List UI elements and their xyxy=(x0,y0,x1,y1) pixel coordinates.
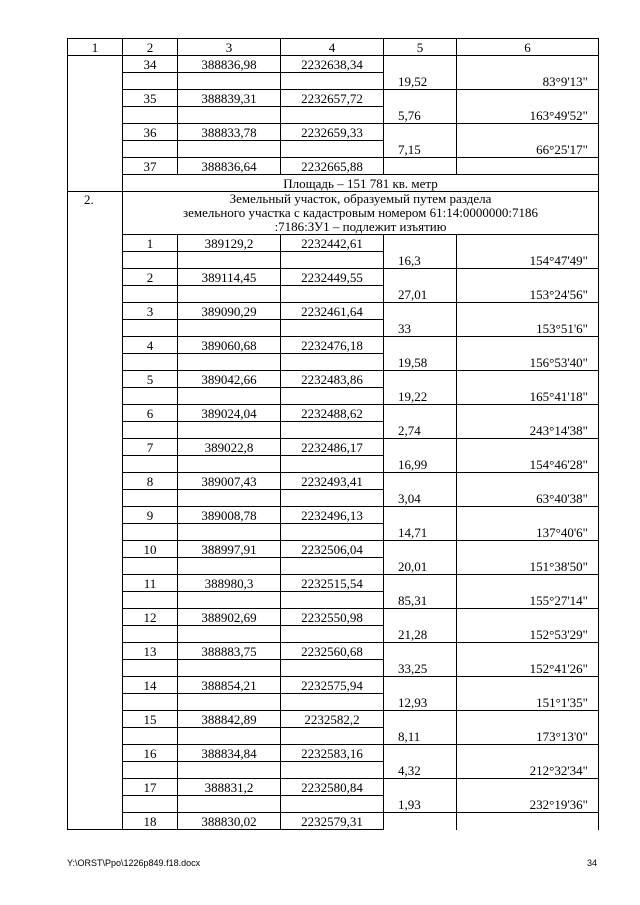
empty-cell xyxy=(457,56,599,73)
table-row xyxy=(68,694,599,711)
empty-cell xyxy=(281,456,384,473)
table-row xyxy=(68,762,599,779)
coord-y: 2232659,33 xyxy=(281,124,384,141)
segment-length: 7,15 xyxy=(384,141,457,158)
empty-cell xyxy=(281,490,384,507)
coord-x: 389114,45 xyxy=(178,269,281,286)
empty-cell xyxy=(123,73,178,90)
table-row xyxy=(68,320,599,337)
table-row xyxy=(68,303,599,320)
empty-cell xyxy=(384,677,457,694)
segment-length: 4,32 xyxy=(384,762,457,779)
point-number: 4 xyxy=(123,337,178,354)
empty-cell xyxy=(178,592,281,609)
empty-cell xyxy=(384,643,457,660)
segment-length: 16,99 xyxy=(384,456,457,473)
empty-cell xyxy=(178,141,281,158)
segment-length: 85,31 xyxy=(384,592,457,609)
direction-angle: 83°9'13" xyxy=(457,73,599,90)
table-row xyxy=(68,141,599,158)
table-row xyxy=(68,473,599,490)
segment-length: 5,76 xyxy=(384,107,457,124)
direction-angle: 212°32'34" xyxy=(457,762,599,779)
empty-cell xyxy=(457,371,599,388)
empty-cell xyxy=(281,286,384,303)
empty-cell xyxy=(281,422,384,439)
column-header: 4 xyxy=(281,39,384,56)
empty-cell xyxy=(384,90,457,107)
empty-cell xyxy=(178,490,281,507)
empty-cell xyxy=(457,813,599,830)
coord-x: 389007,43 xyxy=(178,473,281,490)
section-title-line: :7186:ЗУ1 – подлежит изъятию xyxy=(274,219,447,234)
coord-y: 2232488,62 xyxy=(281,405,384,422)
empty-cell xyxy=(123,796,178,813)
column-header: 5 xyxy=(384,39,457,56)
empty-cell xyxy=(384,56,457,73)
empty-cell xyxy=(178,694,281,711)
coord-y: 2232506,04 xyxy=(281,541,384,558)
direction-angle: 165°41'18" xyxy=(457,388,599,405)
empty-cell xyxy=(384,779,457,796)
empty-cell xyxy=(123,660,178,677)
direction-angle: 137°40'6" xyxy=(457,524,599,541)
empty-cell xyxy=(457,779,599,796)
column-header: 1 xyxy=(68,39,123,56)
section-title-row xyxy=(68,192,599,235)
coord-x: 388836,98 xyxy=(178,56,281,73)
empty-cell xyxy=(178,286,281,303)
point-number: 37 xyxy=(123,158,178,175)
direction-angle: 153°24'56" xyxy=(457,286,599,303)
direction-angle: 153°51'6" xyxy=(457,320,599,337)
section-title-line: Земельный участок, образуемый путем раздела xyxy=(229,191,492,206)
point-number: 15 xyxy=(123,711,178,728)
point-number: 35 xyxy=(123,90,178,107)
empty-cell xyxy=(457,337,599,354)
segment-length: 2,74 xyxy=(384,422,457,439)
table-row xyxy=(68,354,599,371)
coord-y: 2232560,68 xyxy=(281,643,384,660)
coord-x: 388883,75 xyxy=(178,643,281,660)
coord-x: 389060,68 xyxy=(178,337,281,354)
point-number: 1 xyxy=(123,235,178,252)
coord-y: 2232483,86 xyxy=(281,371,384,388)
segment-length: 21,28 xyxy=(384,626,457,643)
point-number: 14 xyxy=(123,677,178,694)
coord-y: 2232515,54 xyxy=(281,575,384,592)
segment-length: 33,25 xyxy=(384,660,457,677)
empty-cell xyxy=(178,796,281,813)
table-row xyxy=(68,405,599,422)
coord-x: 388902,69 xyxy=(178,609,281,626)
coord-x: 389129,2 xyxy=(178,235,281,252)
empty-cell xyxy=(178,73,281,90)
direction-angle: 163°49'52" xyxy=(457,107,599,124)
empty-cell xyxy=(281,694,384,711)
empty-cell xyxy=(123,762,178,779)
empty-cell xyxy=(123,107,178,124)
empty-cell xyxy=(123,490,178,507)
empty-cell xyxy=(178,524,281,541)
empty-cell xyxy=(281,762,384,779)
empty-cell xyxy=(178,728,281,745)
table-row xyxy=(68,524,599,541)
table-row xyxy=(68,660,599,677)
segment-length: 27,01 xyxy=(384,286,457,303)
empty-cell xyxy=(384,371,457,388)
point-number: 9 xyxy=(123,507,178,524)
empty-cell xyxy=(384,745,457,762)
segment-length: 33 xyxy=(384,320,457,337)
empty-cell xyxy=(123,422,178,439)
coord-x: 388854,21 xyxy=(178,677,281,694)
empty-cell xyxy=(281,107,384,124)
direction-angle: 155°27'14" xyxy=(457,592,599,609)
empty-cell xyxy=(178,660,281,677)
item-number-cell: 2. xyxy=(68,192,123,830)
empty-cell xyxy=(281,524,384,541)
table-row xyxy=(68,456,599,473)
point-number: 11 xyxy=(123,575,178,592)
empty-cell xyxy=(457,575,599,592)
point-number: 2 xyxy=(123,269,178,286)
empty-cell xyxy=(178,422,281,439)
direction-angle: 66°25'17" xyxy=(457,141,599,158)
coord-y: 2232496,13 xyxy=(281,507,384,524)
item-number-cell xyxy=(68,56,123,192)
coord-x: 389022,8 xyxy=(178,439,281,456)
table-row xyxy=(68,609,599,626)
direction-angle: 154°47'49" xyxy=(457,252,599,269)
coord-x: 389008,78 xyxy=(178,507,281,524)
segment-length: 19,58 xyxy=(384,354,457,371)
table-row xyxy=(68,107,599,124)
coord-x: 388839,31 xyxy=(178,90,281,107)
empty-cell xyxy=(457,643,599,660)
coord-y: 2232476,18 xyxy=(281,337,384,354)
table-row xyxy=(68,507,599,524)
empty-cell xyxy=(384,473,457,490)
empty-cell xyxy=(384,235,457,252)
coord-y: 2232461,64 xyxy=(281,303,384,320)
empty-cell xyxy=(178,252,281,269)
table-row xyxy=(68,558,599,575)
table-row xyxy=(68,56,599,73)
table-row xyxy=(68,541,599,558)
table-row xyxy=(68,677,599,694)
segment-length: 1,93 xyxy=(384,796,457,813)
empty-cell xyxy=(457,235,599,252)
direction-angle: 173°13'0" xyxy=(457,728,599,745)
empty-cell xyxy=(178,388,281,405)
table-row xyxy=(68,643,599,660)
empty-cell xyxy=(384,303,457,320)
table-row xyxy=(68,90,599,107)
coord-x: 388997,91 xyxy=(178,541,281,558)
segment-length: 3,04 xyxy=(384,490,457,507)
empty-cell xyxy=(457,541,599,558)
coord-y: 2232579,31 xyxy=(281,813,384,830)
table-row xyxy=(68,575,599,592)
table-row xyxy=(68,73,599,90)
empty-cell xyxy=(281,592,384,609)
coord-x: 388831,2 xyxy=(178,779,281,796)
empty-cell xyxy=(384,575,457,592)
segment-length: 19,22 xyxy=(384,388,457,405)
coord-y: 2232486,17 xyxy=(281,439,384,456)
table-row xyxy=(68,779,599,796)
point-number: 3 xyxy=(123,303,178,320)
segment-length: 16,3 xyxy=(384,252,457,269)
segment-length: 19,52 xyxy=(384,73,457,90)
empty-cell xyxy=(178,626,281,643)
coord-y: 2232657,72 xyxy=(281,90,384,107)
empty-cell xyxy=(123,456,178,473)
empty-cell xyxy=(457,745,599,762)
empty-cell xyxy=(384,337,457,354)
point-number: 18 xyxy=(123,813,178,830)
empty-cell xyxy=(123,558,178,575)
table-row xyxy=(68,728,599,745)
empty-cell xyxy=(384,541,457,558)
coordinates-table-body xyxy=(68,39,599,830)
empty-cell xyxy=(457,507,599,524)
empty-cell xyxy=(281,141,384,158)
empty-cell xyxy=(178,320,281,337)
column-header: 2 xyxy=(123,39,178,56)
point-number: 16 xyxy=(123,745,178,762)
coord-y: 2232449,55 xyxy=(281,269,384,286)
coordinates-table xyxy=(67,38,599,830)
table-row xyxy=(68,592,599,609)
empty-cell xyxy=(457,677,599,694)
table-row xyxy=(68,158,599,175)
empty-cell xyxy=(384,507,457,524)
point-number: 7 xyxy=(123,439,178,456)
coord-x: 388833,78 xyxy=(178,124,281,141)
table-row xyxy=(68,711,599,728)
empty-cell xyxy=(123,320,178,337)
empty-cell xyxy=(123,141,178,158)
empty-cell xyxy=(178,107,281,124)
empty-cell xyxy=(457,711,599,728)
coord-y: 2232575,94 xyxy=(281,677,384,694)
direction-angle: 152°53'29" xyxy=(457,626,599,643)
direction-angle: 151°38'50" xyxy=(457,558,599,575)
point-number: 34 xyxy=(123,56,178,73)
table-row xyxy=(68,626,599,643)
segment-length: 12,93 xyxy=(384,694,457,711)
column-header: 6 xyxy=(457,39,599,56)
empty-cell xyxy=(178,558,281,575)
table-row xyxy=(68,337,599,354)
coord-x: 388980,3 xyxy=(178,575,281,592)
point-number: 10 xyxy=(123,541,178,558)
empty-cell xyxy=(457,609,599,626)
table-row xyxy=(68,796,599,813)
empty-cell xyxy=(123,626,178,643)
empty-cell xyxy=(281,660,384,677)
empty-cell xyxy=(457,405,599,422)
footer-file-path: Y:\ORST\Ppo\1226p849.f18.docx xyxy=(67,858,201,868)
empty-cell xyxy=(123,252,178,269)
coord-x: 388834,84 xyxy=(178,745,281,762)
coord-y: 2232442,61 xyxy=(281,235,384,252)
empty-cell xyxy=(457,90,599,107)
empty-cell xyxy=(281,388,384,405)
coord-x: 389042,66 xyxy=(178,371,281,388)
coord-y: 2232638,34 xyxy=(281,56,384,73)
empty-cell xyxy=(457,473,599,490)
coord-x: 389024,04 xyxy=(178,405,281,422)
footer-page-number: 34 xyxy=(586,858,597,868)
direction-angle: 243°14'38" xyxy=(457,422,599,439)
table-row xyxy=(68,252,599,269)
empty-cell xyxy=(123,286,178,303)
direction-angle: 232°19'36" xyxy=(457,796,599,813)
empty-cell xyxy=(384,124,457,141)
empty-cell xyxy=(123,694,178,711)
segment-length: 20,01 xyxy=(384,558,457,575)
empty-cell xyxy=(457,124,599,141)
empty-cell xyxy=(281,626,384,643)
table-row xyxy=(68,813,599,830)
table-row xyxy=(68,269,599,286)
coord-y: 2232493,41 xyxy=(281,473,384,490)
empty-cell xyxy=(123,592,178,609)
direction-angle: 156°53'40" xyxy=(457,354,599,371)
area-row xyxy=(68,175,599,192)
point-number: 5 xyxy=(123,371,178,388)
empty-cell xyxy=(457,158,599,175)
table-row xyxy=(68,286,599,303)
empty-cell xyxy=(384,711,457,728)
empty-cell xyxy=(281,252,384,269)
coord-x: 388836,64 xyxy=(178,158,281,175)
empty-cell xyxy=(457,269,599,286)
empty-cell xyxy=(281,320,384,337)
empty-cell xyxy=(384,158,457,175)
empty-cell xyxy=(457,303,599,320)
area-label: Площадь – 151 781 кв. метр xyxy=(123,175,599,192)
empty-cell xyxy=(178,456,281,473)
point-number: 36 xyxy=(123,124,178,141)
empty-cell xyxy=(281,558,384,575)
coord-y: 2232583,16 xyxy=(281,745,384,762)
segment-length: 14,71 xyxy=(384,524,457,541)
empty-cell xyxy=(384,439,457,456)
coord-x: 388830,02 xyxy=(178,813,281,830)
point-number: 8 xyxy=(123,473,178,490)
coord-y: 2232580,84 xyxy=(281,779,384,796)
table-row xyxy=(68,439,599,456)
table-row xyxy=(68,235,599,252)
table-row xyxy=(68,745,599,762)
empty-cell xyxy=(178,762,281,779)
empty-cell xyxy=(281,728,384,745)
empty-cell xyxy=(178,354,281,371)
direction-angle: 154°46'28" xyxy=(457,456,599,473)
empty-cell xyxy=(384,269,457,286)
coord-y: 2232665,88 xyxy=(281,158,384,175)
direction-angle: 151°1'35" xyxy=(457,694,599,711)
column-header: 3 xyxy=(178,39,281,56)
point-number: 13 xyxy=(123,643,178,660)
direction-angle: 152°41'26" xyxy=(457,660,599,677)
empty-cell xyxy=(123,524,178,541)
empty-cell xyxy=(123,728,178,745)
table-row xyxy=(68,490,599,507)
point-number: 12 xyxy=(123,609,178,626)
coord-x: 389090,29 xyxy=(178,303,281,320)
table-header-row xyxy=(68,39,599,56)
direction-angle: 63°40'38" xyxy=(457,490,599,507)
point-number: 6 xyxy=(123,405,178,422)
empty-cell xyxy=(123,388,178,405)
section-title xyxy=(123,192,599,235)
empty-cell xyxy=(281,354,384,371)
empty-cell xyxy=(281,796,384,813)
point-number: 17 xyxy=(123,779,178,796)
segment-length: 8,11 xyxy=(384,728,457,745)
empty-cell xyxy=(384,405,457,422)
table-row xyxy=(68,371,599,388)
empty-cell xyxy=(281,73,384,90)
table-row xyxy=(68,388,599,405)
table-row xyxy=(68,422,599,439)
empty-cell xyxy=(384,813,457,830)
empty-cell xyxy=(457,439,599,456)
empty-cell xyxy=(384,609,457,626)
coord-y: 2232550,98 xyxy=(281,609,384,626)
coord-y: 2232582,2 xyxy=(281,711,384,728)
section-title-line: земельного участка с кадастровым номером 61:14:0000000:7186 xyxy=(183,205,538,220)
empty-cell xyxy=(123,354,178,371)
table-row xyxy=(68,124,599,141)
coord-x: 388842,89 xyxy=(178,711,281,728)
